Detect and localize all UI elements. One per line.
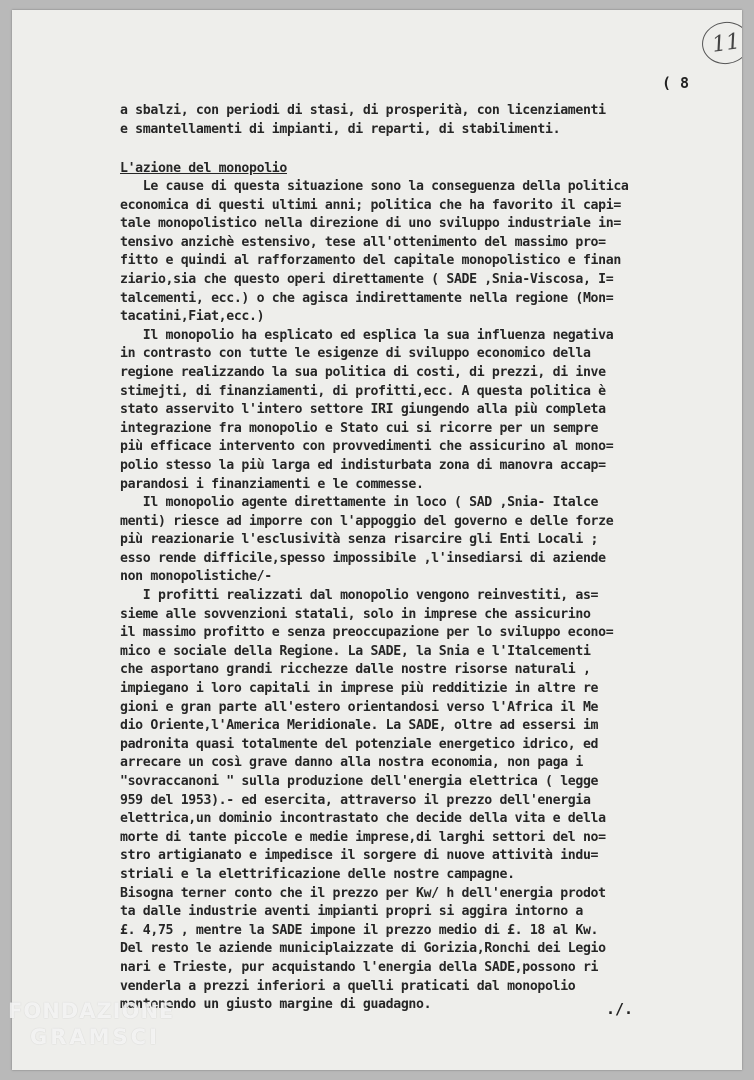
text-line: Il monopolio ha esplicato ed esplica la sua influenza negativa — [120, 327, 614, 343]
watermark-line2: GRAMSCI — [30, 1025, 160, 1049]
text-line: venderla a prezzi inferiori a quelli praticati dal monopolio — [120, 978, 576, 994]
intro-paragraph — [120, 102, 742, 139]
text-line: stro artigianato e impedisce il sorgere di nuove attività indu= — [120, 848, 599, 864]
text-line: morte di tante piccole e medie imprese,di larghi settori del no= — [120, 829, 606, 845]
text-line: Il monopolio agente direttamente in loco ( SAD ,Snia- Italce — [120, 495, 599, 511]
section-heading: L'azione del monopolio — [120, 161, 287, 176]
text-line: mantenendo un giusto margine di guadagno. — [120, 997, 432, 1013]
text-line: dio Oriente,l'America Meridionale. La SADE, oltre ad essersi im — [120, 718, 599, 734]
text-line: sieme alle sovvenzioni statali, solo in imprese che assicurino — [120, 606, 591, 622]
archive-watermark — [8, 998, 174, 1050]
text-line: esso rende difficile,spesso impossibile ,l'insediarsi di aziende — [120, 550, 606, 566]
text-line: talcementi, ecc.) o che agisca indirettamente nella regione (Mon= — [120, 290, 614, 306]
text-line: ziario,sia che questo operi direttamente ( SADE ,Snia-Viscosa, I= — [120, 271, 614, 287]
text-line: più reazionarie l'esclusività senza risarcire gli Enti Locali ; — [120, 532, 599, 548]
text-line: Bisogna terner conto che il prezzo per Kw/ h dell'energia prodot — [120, 885, 606, 901]
document-page — [12, 10, 742, 1070]
text-line: tale monopolistico nella direzione di uno sviluppo industriale in= — [120, 216, 621, 232]
text-line: il massimo profitto e senza preoccupazione per lo sviluppo econo= — [120, 625, 614, 641]
text-line: a sbalzi, con periodi di stasi, di prosperità, con licenziamenti — [120, 103, 606, 118]
text-line: padronita quasi totalmente del potenziale energetico idrico, ed — [120, 736, 599, 752]
text-line: nari e Trieste, pur acquistando l'energia della SADE,possono ri — [120, 959, 599, 975]
section-heading-block — [120, 160, 742, 179]
text-line: stimejti, di finanziamenti, di profitti,ecc. A questa politica è — [120, 383, 606, 399]
text-line: regione realizzando la sua politica di costi, di prezzi, di inve — [120, 364, 606, 380]
typed-page-number: ( 8 — [662, 74, 690, 92]
text-line: mico e sociale della Regione. La SADE, la Snia e l'Italcementi — [120, 643, 591, 659]
text-line: elettrica,un dominio incontrastato che decide della vita e della — [120, 811, 606, 827]
text-line: che asportano grandi ricchezze dalle nostre risorse naturali , — [120, 662, 591, 678]
text-line: striali e la elettrificazione delle nostre campagne. — [120, 866, 515, 882]
text-line: e smantellamenti di impianti, di reparti, di stabilimenti. — [120, 121, 561, 137]
text-line: in contrasto con tutte le esigenze di sviluppo economico della — [120, 346, 591, 362]
text-line: "sovraccanoni " sulla produzione dell'energia elettrica ( legge — [120, 774, 599, 789]
text-line: ta dalle industrie aventi impianti propri si aggira intorno a — [120, 904, 583, 920]
text-line: Del resto le aziende municiplaizzate di Gorizia,Ronchi dei Legio — [120, 941, 606, 957]
body-text — [120, 178, 742, 1015]
text-line: più efficace intervento con provvedimenti che assicurino al mono= — [120, 439, 614, 455]
text-line: integrazione fra monopolio e Stato cui si ricorre per un sempre — [120, 420, 599, 436]
text-line: fitto e quindi al rafforzamento del capitale monopolistico e finan — [120, 253, 621, 269]
text-line: impiegano i loro capitali in imprese più redditizie in altre re — [120, 681, 599, 697]
text-line: stato asservito l'intero settore IRI giungendo alla più completa — [120, 402, 606, 418]
text-line: I profitti realizzati dal monopolio vengono reinvestiti, as= — [120, 588, 599, 604]
text-line: tacatini,Fiat,ecc.) — [120, 309, 265, 325]
text-line: non monopolistiche/- — [120, 569, 272, 585]
text-line: menti) riesce ad imporre con l'appoggio del governo e delle forze — [120, 513, 614, 529]
text-line: 959 del 1953).- ed esercita, attraverso il prezzo dell'energia — [120, 792, 591, 808]
watermark-line1: FONDAZIONE — [8, 999, 175, 1023]
archive-page-number: 11 — [699, 19, 742, 67]
text-line: gioni e gran parte all'estero orientandosi verso l'Africa il Me — [120, 699, 599, 715]
text-line: £. 4,75 , mentre la SADE impone il prezzo medio di £. 18 al Kw. — [120, 922, 599, 938]
text-line: tensivo anzichè estensivo, tese all'ottenimento del massimo pro= — [120, 234, 606, 250]
text-line: economica di questi ultimi anni; politica che ha favorito il capi= — [120, 197, 621, 213]
text-line: Le cause di questa situazione sono la conseguenza della politica — [120, 179, 629, 194]
text-line: arrecare un così grave danno alla nostra economia, non paga i — [120, 755, 583, 771]
text-line: parandosi i finanziamenti e le commesse. — [120, 476, 424, 492]
text-line: polio stesso la più larga ed indisturbata zona di manovra accap= — [120, 457, 606, 473]
closing-mark: ./. — [606, 1000, 634, 1018]
